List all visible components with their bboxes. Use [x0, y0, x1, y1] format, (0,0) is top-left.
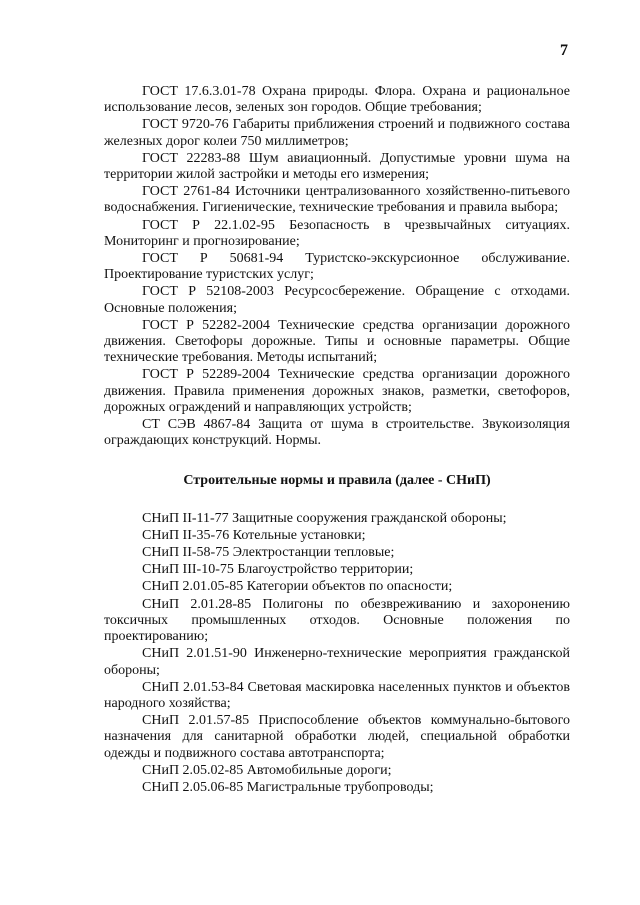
page-content: [104, 84, 570, 797]
snip-entry: СНиП 2.01.53-84 Световая маскировка населенных пунктов и объектов народного хозяйства;: [104, 679, 570, 711]
gost-entry: ГОСТ 22283-88 Шум авиационный. Допустимые уровни шума на территории жилой застройки и методы его измерения;: [104, 150, 570, 183]
gost-entry: ГОСТ 17.6.3.01-78 Охрана природы. Флора. Охрана и рациональное использование лесов, зеленых зон городов. Общие требования;: [104, 84, 570, 116]
section-heading: Строительные нормы и правила (далее - СНиП): [183, 473, 491, 489]
gost-entry: СТ СЭВ 4867-84 Защита от шума в строительстве. Звукоизоляция ограждающих конструкций. Нормы.: [104, 417, 570, 449]
gost-entry: ГОСТ Р 50681-94 Туристско-экскурсионное обслуживание. Проектирование туристских услуг;: [104, 251, 570, 283]
gost-entry: ГОСТ Р 52289-2004 Технические средства организации дорожного движения. Правила применения дорожных знаков, разметки, светофоров, дорожных ограждений и направляющих устройств;: [104, 367, 570, 415]
snip-entry: СНиП II-35-76 Котельные установки;: [142, 527, 366, 543]
snip-entry: СНиП 2.01.28-85 Полигоны по обезвреживанию и захоронению токсичных промышленных отходов. Основные положения по проектированию;: [104, 596, 570, 645]
snip-entry: СНиП II-11-77 Защитные сооружения гражданской обороны;: [142, 510, 507, 526]
gost-entry: ГОСТ Р 52108-2003 Ресурсосбережение. Обращение с отходами. Основные положения;: [104, 284, 570, 316]
gost-entry: ГОСТ Р 52282-2004 Технические средства организации дорожного движения. Светофоры дорожные. Типы и основные параметры. Общие технические требования. Методы испытаний;: [104, 317, 570, 366]
snip-entry: СНиП 2.01.57-85 Приспособление объектов коммунально-бытового назначения для санитарной обработки людей, специальной обработки одежды и подвижного состава автотранспорта;: [104, 713, 570, 761]
gost-entry: ГОСТ 9720-76 Габариты приближения строений и подвижного состава железных дорог колеи 750 миллиметров;: [104, 117, 570, 149]
snip-entry: СНиП 2.05.06-85 Магистральные трубопроводы;: [142, 779, 434, 795]
gost-entry: ГОСТ 2761-84 Источники централизованного хозяйственно-питьевого водоснабжения. Гигиенические, технические требования и правила выбора;: [104, 184, 570, 216]
snip-entry: СНиП 2.01.51-90 Инженерно-технические мероприятия гражданской обороны;: [104, 646, 570, 678]
snip-entry: СНиП III-10-75 Благоустройство территории;: [142, 562, 414, 578]
snip-entry: СНиП 2.01.05-85 Категории объектов по опасности;: [142, 579, 453, 595]
gost-list: [104, 84, 570, 449]
snip-entry: СНиП II-58-75 Электростанции тепловые;: [142, 545, 395, 561]
snip-entry: СНиП 2.05.02-85 Автомобильные дороги;: [142, 762, 392, 778]
gost-entry: ГОСТ Р 22.1.02-95 Безопасность в чрезвычайных ситуациях. Мониторинг и прогнозирование;: [104, 217, 570, 249]
page-number: 7: [560, 42, 568, 59]
snip-list: [104, 511, 570, 796]
